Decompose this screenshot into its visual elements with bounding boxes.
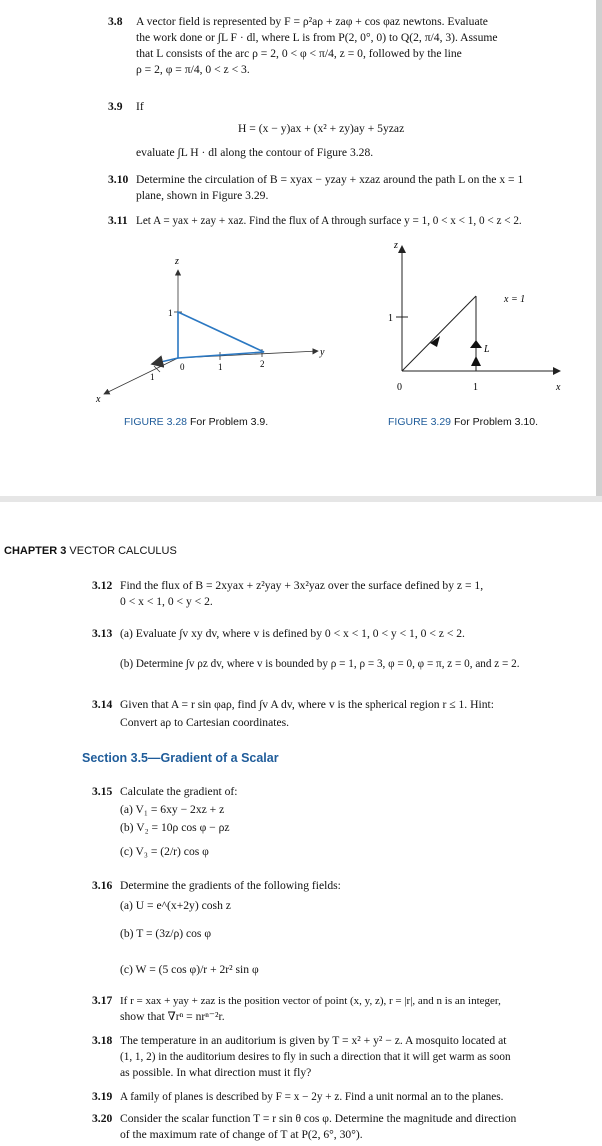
- figure-caption: [124, 416, 268, 428]
- problem-subpart: (b) V₂ = 10ρ cos φ − ρz: [120, 821, 230, 834]
- chapter-title: VECTOR CALCULUS: [69, 545, 177, 557]
- path-diagonal: [402, 296, 476, 371]
- problem-text-line: (1, 1, 2) in the auditorium desires to fly in such a direction that it will get warm as soon: [120, 1051, 511, 1063]
- problem-text-line: the work done or ∫L F · dl, where L is from P(2, 0°, 0) to Q(2, π/4, 3). Assume: [136, 31, 498, 44]
- problem-number: 3.15: [92, 785, 113, 798]
- path-arrow: [470, 340, 482, 348]
- tick-label: 1: [218, 362, 223, 372]
- section-heading: Section 3.5—Gradient of a Scalar: [82, 751, 279, 765]
- problem-number: 3.11: [108, 214, 128, 227]
- tick-label: 1: [150, 372, 155, 382]
- tick-label: 2: [260, 359, 265, 369]
- problem-text-line: A family of planes is described by F = x − 2y + z. Find a unit normal an to the planes.: [120, 1091, 504, 1103]
- problem-number: 3.13: [92, 627, 113, 640]
- tick-label: 0: [397, 382, 402, 393]
- problem-3-9: [108, 99, 586, 163]
- y-label: y: [320, 347, 325, 358]
- problem-text-line: Calculate the gradient of:: [120, 785, 238, 798]
- problem-text-line: Given that A = r sin φaρ, find ∫v A dv, where v is the spherical region r ≤ 1. Hint:: [120, 698, 494, 711]
- x-label: x: [556, 382, 561, 393]
- problem-number: 3.18: [92, 1034, 113, 1047]
- problem-text-line: that L consists of the arc ρ = 2, 0 < φ < π/4, z = 0, followed by the line: [136, 47, 462, 60]
- figure-3-29: [380, 236, 580, 408]
- problem-number: 3.16: [92, 879, 113, 892]
- problem-subpart: (a) U = e^(x+2y) cosh z: [120, 899, 231, 912]
- problem-text-line: Determine the circulation of B = xyax − yzay + xzaz around the path L on the x = 1: [136, 173, 524, 186]
- figure-caption-text: For Problem 3.10.: [453, 416, 538, 428]
- problem-subpart: (c) V₃ = (2/r) cos φ: [120, 845, 209, 858]
- problem-number: 3.19: [92, 1090, 113, 1103]
- tick-label: 1: [168, 308, 173, 318]
- x-label: x: [96, 394, 101, 405]
- chapter-header: [4, 545, 177, 557]
- problem-text-line: The temperature in an auditorium is given by T = x² + y² − z. A mosquito located at: [120, 1034, 507, 1047]
- problem-subpart: (b) Determine ∫v ρz dv, where v is bounded by ρ = 1, ρ = 3, φ = 0, φ = π, z = 0, and z = 2.: [120, 658, 520, 670]
- problem-subpart: (a) V₁ = 6xy − 2xz + z: [120, 803, 225, 816]
- problem-text-line: show that ∇rⁿ = nrⁿ⁻²r.: [120, 1010, 225, 1023]
- path-arrow: [471, 356, 481, 366]
- problem-text-line: Determine the gradients of the following fields:: [120, 879, 341, 892]
- tick-label: 1: [473, 382, 478, 393]
- figure-label: FIGURE 3.29: [388, 416, 452, 428]
- problem-text-line: A vector field is represented by F = ρ²aρ + zaφ + cos φaz newtons. Evaluate: [136, 15, 488, 28]
- figure-caption: [388, 416, 538, 428]
- problem-text-line: Convert aρ to Cartesian coordinates.: [120, 716, 290, 729]
- contour-path: [178, 312, 264, 358]
- path-arrow: [152, 358, 178, 364]
- plane-label: x = 1: [504, 294, 526, 305]
- problem-text-line: Let A = yax + zay + xaz. Find the flux of A through surface y = 1, 0 < x < 1, 0 < z < 2.: [136, 215, 522, 227]
- problem-number: 3.20: [92, 1112, 113, 1125]
- problem-text-line: Consider the scalar function T = r sin θ cos φ. Determine the magnitude and direction: [120, 1112, 517, 1125]
- problem-text-line: Find the flux of B = 2xyax + z²yay + 3x²yaz over the surface defined by z = 1,: [120, 579, 484, 592]
- problem-number: 3.17: [92, 994, 113, 1007]
- scrollbar[interactable]: [596, 0, 602, 496]
- problem-number: 3.8: [108, 15, 123, 28]
- problem-number: 3.12: [92, 579, 113, 592]
- problem-text-line: If r = xax + yay + zaz is the position vector of point (x, y, z), r = |r|, and n is an integer,: [120, 995, 501, 1007]
- problem-subpart: (a) Evaluate ∫v xy dv, where v is defined by 0 < x < 1, 0 < y < 1, 0 < z < 2.: [120, 627, 465, 640]
- problem-text-line: 0 < x < 1, 0 < y < 2.: [120, 595, 213, 608]
- figure-3-28: [90, 248, 330, 408]
- z-label: z: [175, 256, 179, 267]
- problem-text-line: of the maximum rate of change of T at P(2, 6°, 30°).: [120, 1128, 363, 1141]
- problem-subpart: (c) W = (5 cos φ)/r + 2r² sin φ: [120, 963, 259, 976]
- problem-number: 3.9: [108, 100, 123, 113]
- problem-text-line: plane, shown in Figure 3.29.: [136, 189, 269, 202]
- equation: H = (x − y)ax + (x² + zy)ay + 5yzaz: [238, 122, 405, 135]
- chapter-label: CHAPTER 3: [4, 545, 67, 557]
- path-label: L: [484, 344, 490, 355]
- x-axis: [104, 358, 178, 394]
- problem-subpart: (b) T = (3z/ρ) cos φ: [120, 927, 212, 940]
- problem-number: 3.10: [108, 173, 129, 186]
- problem-text-line: ρ = 2, φ = π/4, 0 < z < 3.: [136, 63, 250, 76]
- page-top: [0, 0, 602, 496]
- figure-label: FIGURE 3.28: [124, 416, 188, 428]
- figure-caption-text: For Problem 3.9.: [189, 416, 269, 428]
- problem-text-line: as possible. In what direction must it fly?: [120, 1066, 312, 1079]
- problem-text-line: If: [136, 100, 144, 113]
- tick-label: 0: [180, 362, 185, 372]
- problem-number: 3.14: [92, 698, 113, 711]
- tick-label: 1: [388, 313, 393, 324]
- z-label: z: [394, 240, 398, 251]
- problem-text-line: evaluate ∫L H · dl along the contour of Figure 3.28.: [136, 146, 374, 159]
